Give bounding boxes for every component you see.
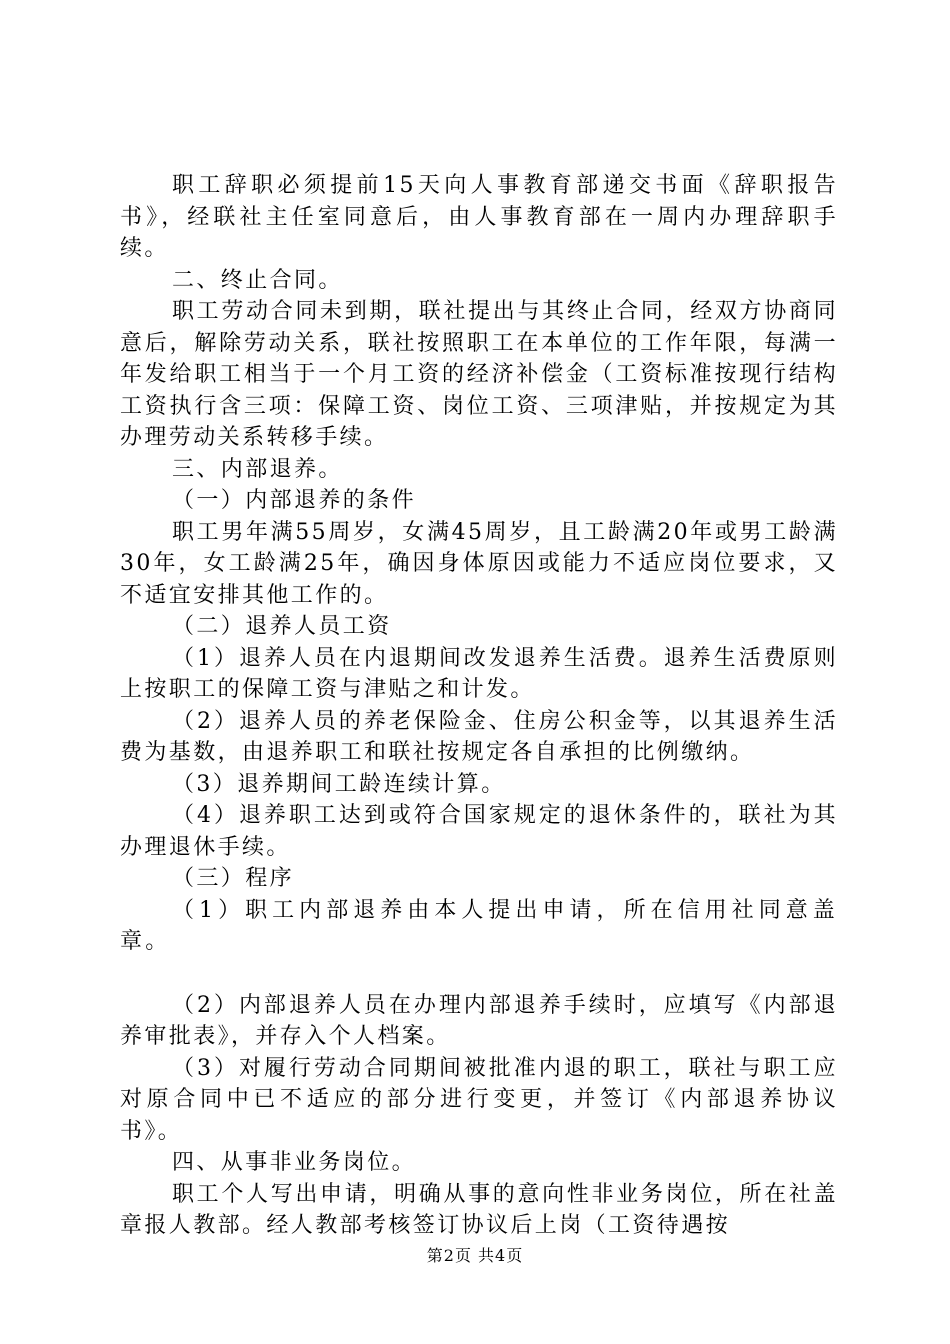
blank-line (120, 958, 838, 990)
paragraph-retiree-wages-1: （1）退养人员在内退期间改发退养生活费。退养生活费原则上按职工的保障工资与津贴之和计发。 (120, 645, 838, 702)
paragraph-procedure-2: （2）内部退养人员在办理内部退养手续时，应填写《内部退养审批表》，并存入个人档案。 (120, 992, 838, 1049)
subheading-procedure: （三）程序 (172, 866, 295, 891)
paragraph-retiree-wages-2: （2）退养人员的养老保险金、住房公积金等，以其退养生活费为基数，由退养职工和联社按规定各自承担的比例缴纳。 (120, 708, 838, 765)
page-number-footer: 第2页 共4页 (426, 1246, 524, 1265)
paragraph-procedure-3: （3）对履行劳动合同期间被批准内退的职工，联社与职工应对原合同中已不适应的部分进行变更，并签订《内部退养协议书》。 (120, 1055, 838, 1144)
heading-terminate-contract: 二、终止合同。 (172, 267, 343, 293)
paragraph-retiree-wages-4: （4）退养职工达到或符合国家规定的退休条件的，联社为其办理退休手续。 (120, 803, 838, 860)
paragraph-retirement-conditions: 职工男年满55周岁，女满45周岁，且工龄满20年或男工龄满30年，女工龄满25年，确因身体原因或能力不适应岗位要求，又不适宜安排其他工作的。 (120, 519, 838, 608)
heading-internal-retirement: 三、内部退养。 (172, 456, 343, 482)
document-body (120, 170, 838, 1242)
paragraph-non-business-post: 职工个人写出申请，明确从事的意向性非业务岗位，所在社盖章报人教部。经人教部考核签订协议后上岗（工资待遇按 (120, 1181, 838, 1238)
paragraph-resignation: 职工辞职必须提前15天向人事教育部递交书面《辞职报告书》，经联社主任室同意后，由人事教育部在一周内办理辞职手续。 (120, 173, 838, 261)
subheading-retiree-wages: （二）退养人员工资 (172, 614, 392, 639)
paragraph-terminate-contract: 职工劳动合同未到期，联社提出与其终止合同，经双方协商同意后，解除劳动关系，联社按照职工在本单位的工作年限，每满一年发给职工相当于一个月工资的经济补偿金（工资标准按现行结构工资执行含三项：保障工资、岗位工资、三项津贴，并按规定为其办理劳动关系转移手续。 (120, 299, 838, 450)
paragraph-procedure-1: （1）职工内部退养由本人提出申请，所在信用社同意盖章。 (120, 897, 838, 954)
subheading-retirement-conditions: （一）内部退养的条件 (172, 488, 417, 513)
heading-non-business-post: 四、从事非业务岗位。 (172, 1150, 417, 1175)
paragraph-retiree-wages-3: （3）退养期间工龄连续计算。 (172, 771, 506, 797)
